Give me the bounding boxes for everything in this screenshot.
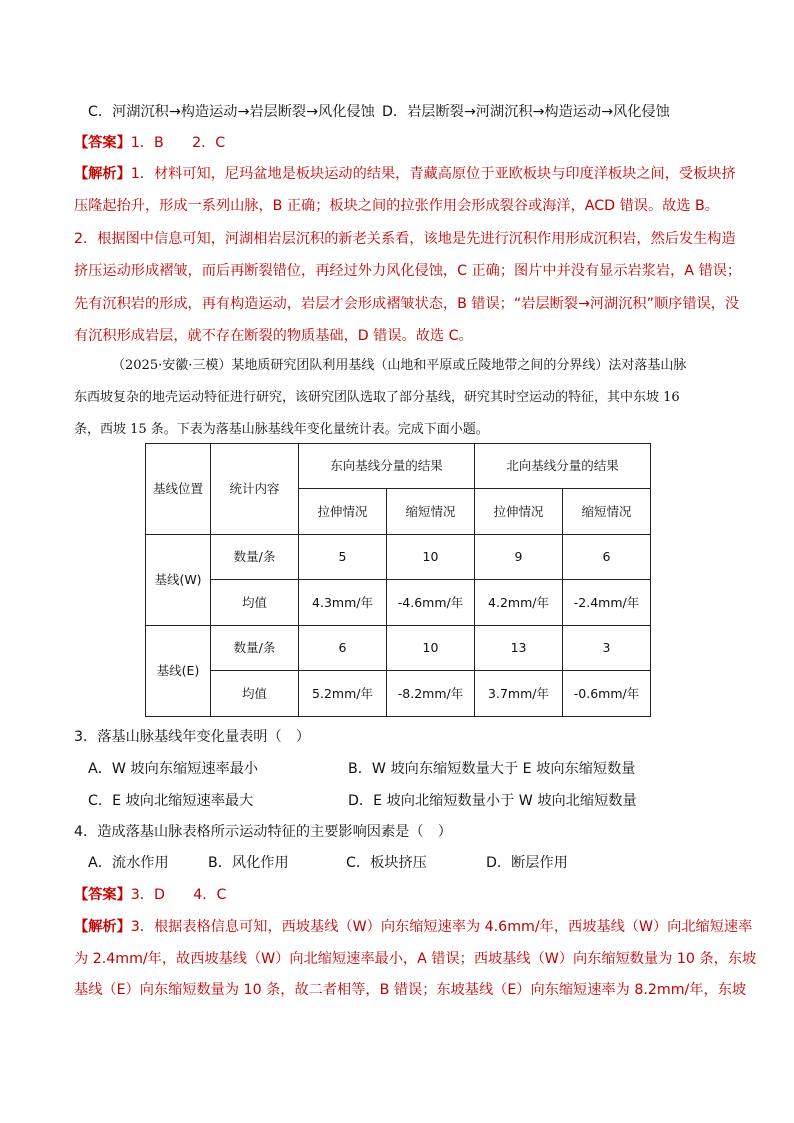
q3-option-b[interactable]: B．W 坡向东缩短数量大于 E 坡向东缩短数量 bbox=[348, 761, 636, 777]
table-cell: 3.7mm/年 bbox=[475, 671, 563, 717]
group-label-e: 基线(E) bbox=[146, 626, 211, 717]
q4-option-b[interactable]: B．风化作用 bbox=[208, 855, 289, 871]
header-north-shorten: 缩短情况 bbox=[563, 489, 651, 535]
table-cell: 6 bbox=[299, 626, 387, 671]
q4-option-a[interactable]: A．流水作用 bbox=[88, 855, 169, 871]
analysis-label: 【解析】 bbox=[74, 166, 131, 182]
table-cell: 9 bbox=[475, 535, 563, 580]
row-label: 数量/条 bbox=[211, 535, 299, 580]
q2-option-c: C．河湖沉积→构造运动→岩层断裂→风化侵蚀 bbox=[88, 104, 375, 120]
q4-stem: 4．造成落基山脉表格所示运动特征的主要影响因素是（ ） bbox=[74, 824, 452, 840]
table-cell: 3 bbox=[563, 626, 651, 671]
header-east-component: 东向基线分量的结果 bbox=[299, 444, 475, 489]
q4-option-d[interactable]: D．断层作用 bbox=[486, 855, 568, 871]
answer-block-1 bbox=[74, 133, 734, 153]
header-baseline-position bbox=[146, 444, 211, 535]
table-row bbox=[146, 580, 651, 626]
row-label: 数量/条 bbox=[211, 626, 299, 671]
analysis-1-line-4: 挤压运动形成褶皱，而后再断裂错位，再经过外力风化侵蚀，C 正确；图片中并没有显示岩浆岩，A 错误； bbox=[74, 263, 742, 279]
table-cell: -0.6mm/年 bbox=[563, 671, 651, 717]
analysis-1-line-3: 2．根据图中信息可知，河湖相岩层沉积的新老关系看，该地是先进行沉积作用形成沉积岩，然后发生构造 bbox=[74, 231, 736, 247]
analysis-2-line-1 bbox=[74, 917, 753, 937]
analysis-1-line-6: 有沉积形成岩层，就不存在断裂的物质基础，D 错误。故选 C。 bbox=[74, 328, 473, 344]
q3-option-d[interactable]: D．E 坡向北缩短数量小于 W 坡向北缩短数量 bbox=[348, 793, 637, 809]
header-east-shorten: 缩短情况 bbox=[387, 489, 475, 535]
header-north-component: 北向基线分量的结果 bbox=[475, 444, 651, 489]
table-cell: 5.2mm/年 bbox=[299, 671, 387, 717]
table-cell: -8.2mm/年 bbox=[387, 671, 475, 717]
header-text: 基线位置 bbox=[152, 481, 203, 496]
analysis-text: 3．根据表格信息可知，西坡基线（W）向东缩短速率为 4.6mm/年，西坡基线（W）向北缩短速率 bbox=[130, 919, 753, 935]
row-label: 均值 bbox=[211, 580, 299, 626]
table-cell: 13 bbox=[475, 626, 563, 671]
table-cell: 10 bbox=[387, 626, 475, 671]
table-cell: 10 bbox=[387, 535, 475, 580]
answer-label: 【答案】 bbox=[74, 135, 131, 151]
intro-line-1: （2025·安徽·三模）某地质研究团队利用基线（山地和平原或丘陵地带之间的分界线）法对落基山脉 bbox=[112, 358, 687, 373]
intro-line-3: 条，西坡 15 条。下表为落基山脉基线年变化量统计表。完成下面小题。 bbox=[74, 422, 489, 437]
analysis-1-line-2: 压隆起抬升，形成一系列山脉，B 正确；板块之间的拉张作用会形成裂谷或海洋，ACD 错误。故选 B。 bbox=[74, 198, 719, 214]
answer-text: 3．D 4．C bbox=[130, 887, 227, 903]
table-cell: 4.3mm/年 bbox=[299, 580, 387, 626]
analysis-text: 1．材料可知，尼玛盆地是板块运动的结果，青藏高原位于亚欧板块与印度洋板块之间，受板块挤 bbox=[130, 166, 736, 182]
table-cell: 6 bbox=[563, 535, 651, 580]
analysis-1-line-5: 先有沉积岩的形成，再有构造运动，岩层才会形成褶皱状态，B 错误；“岩层断裂→河湖沉积”顺序错误，没 bbox=[74, 296, 740, 312]
table-row bbox=[146, 671, 651, 717]
analysis-2-line-2: 为 2.4mm/年，故西坡基线（W）向北缩短速率最小，A 错误；西坡基线（W）向东缩短数量为 10 条，东坡 bbox=[74, 951, 757, 967]
table-cell: -4.6mm/年 bbox=[387, 580, 475, 626]
intro-line-2: 东西坡复杂的地壳运动特征进行研究，该研究团队选取了部分基线，研究其时空运动的特征，其中东坡 16 bbox=[74, 390, 680, 405]
answer-text: 1．B 2．C bbox=[130, 135, 226, 151]
row-label: 均值 bbox=[211, 671, 299, 717]
analysis-1-line-1 bbox=[74, 164, 734, 184]
table-cell: 4.2mm/年 bbox=[475, 580, 563, 626]
answer-block-2 bbox=[74, 885, 734, 905]
table-row bbox=[146, 535, 651, 580]
table-row bbox=[146, 626, 651, 671]
header-north-stretch: 拉伸情况 bbox=[475, 489, 563, 535]
q3-stem: 3．落基山脉基线年变化量表明（ ） bbox=[74, 729, 311, 745]
table-cell: -2.4mm/年 bbox=[563, 580, 651, 626]
answer-label: 【答案】 bbox=[74, 887, 131, 903]
q3-option-a[interactable]: A．W 坡向东缩短速率最小 bbox=[88, 761, 259, 777]
baseline-table bbox=[145, 443, 651, 717]
q3-option-c[interactable]: C．E 坡向北缩短速率最大 bbox=[88, 793, 254, 809]
analysis-2-line-3: 基线（E）向东缩短数量为 10 条，故二者相等，B 错误；东坡基线（E）向东缩短速率为 8.2mm/年，东坡 bbox=[74, 982, 747, 998]
group-label-w: 基线(W) bbox=[146, 535, 211, 626]
header-east-stretch: 拉伸情况 bbox=[299, 489, 387, 535]
q2-option-d: D．岩层断裂→河湖沉积→构造运动→风化侵蚀 bbox=[382, 104, 670, 120]
q4-option-c[interactable]: C．板块挤压 bbox=[346, 855, 427, 871]
header-stat-content: 统计内容 bbox=[211, 444, 299, 535]
table-cell: 5 bbox=[299, 535, 387, 580]
analysis-label: 【解析】 bbox=[74, 919, 131, 935]
